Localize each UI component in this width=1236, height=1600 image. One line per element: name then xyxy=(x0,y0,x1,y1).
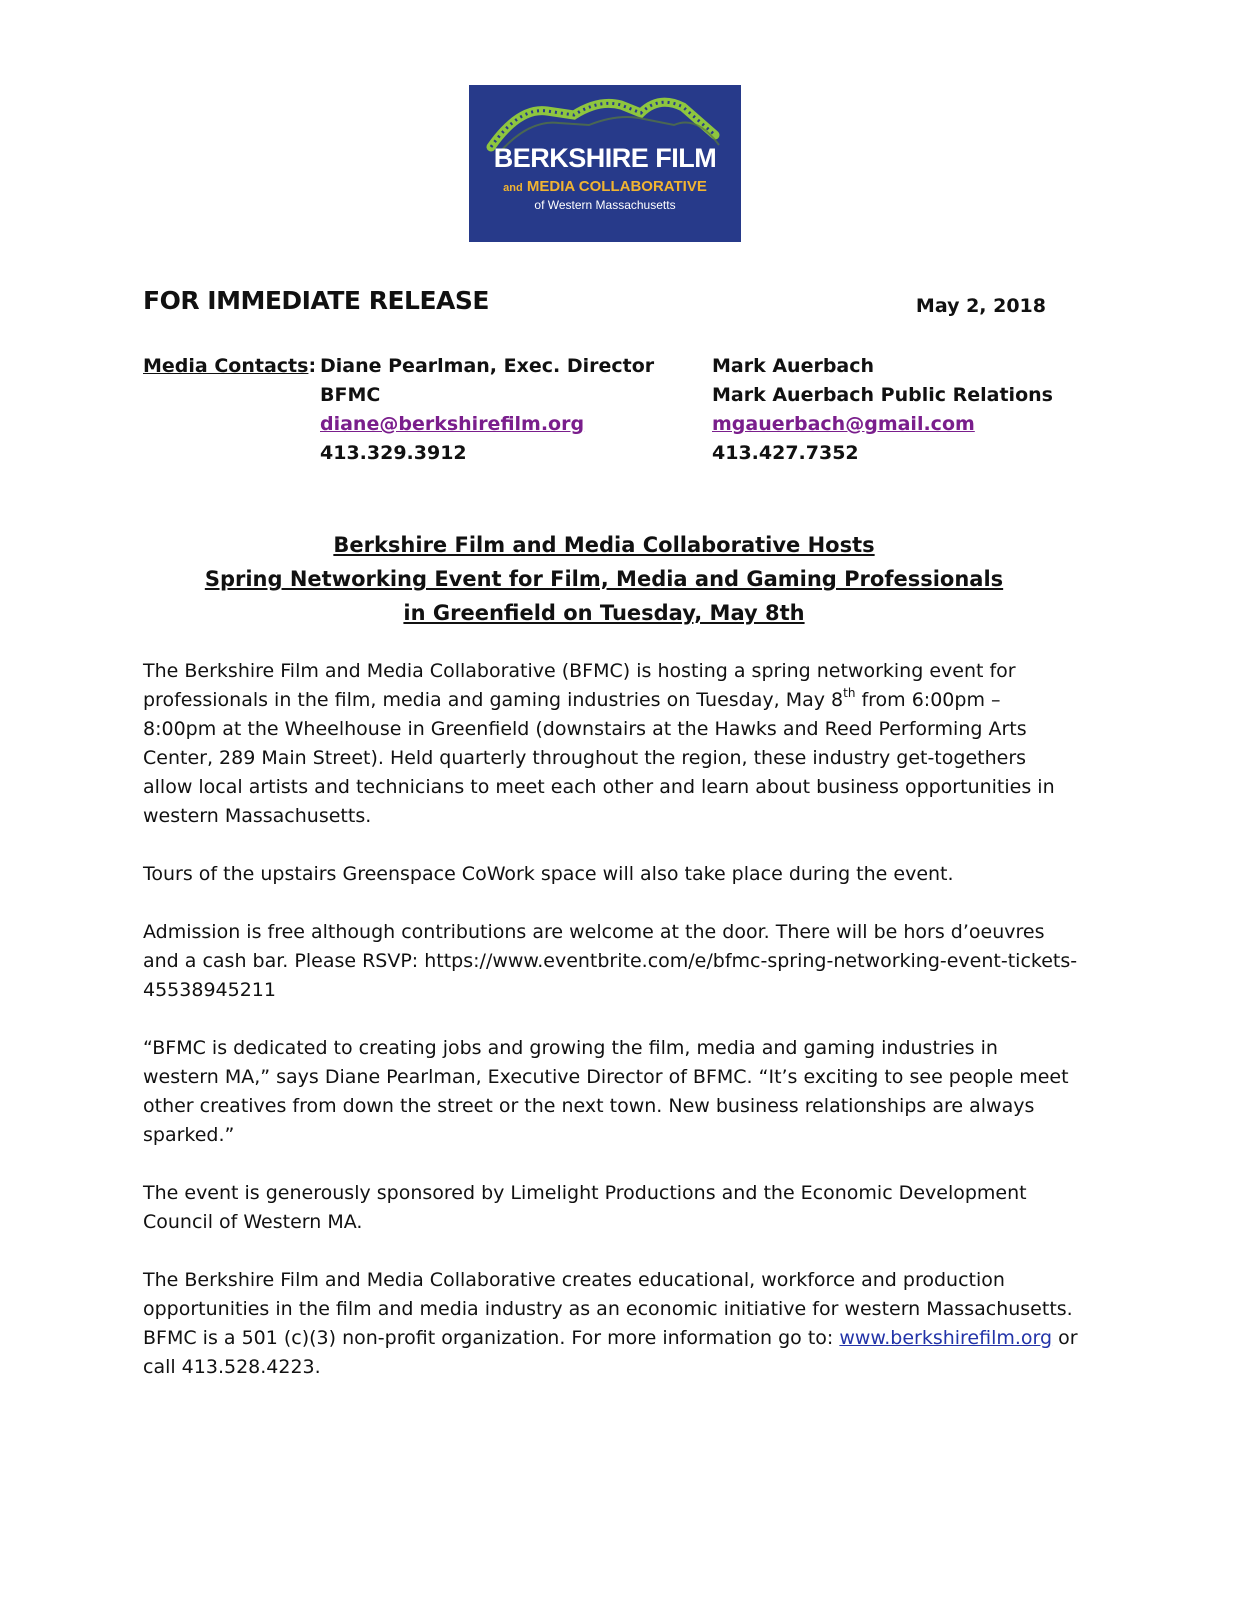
paragraph-admission: Admission is free although contributions are welcome at the door. There will be hors d’oeuvres and a cash bar. Please RSVP: https://www.eventbrite.com/e/bfmc-spring-networking-event-tickets-45538945211 xyxy=(143,921,1078,1001)
paragraph-sponsors: The event is generously sponsored by Limelight Productions and the Economic Development Council of Western MA. xyxy=(143,1182,1027,1233)
headline-line-2: Spring Networking Event for Film, Media and Gaming Professionals xyxy=(204,567,1004,591)
contact-2-org: Mark Auerbach Public Relations xyxy=(712,384,1053,406)
contact-1-phone: 413.329.3912 xyxy=(320,442,467,464)
bfmc-logo xyxy=(469,85,741,242)
logo-line-2 xyxy=(469,178,741,195)
contact-1-email-link[interactable]: diane@berkshirefilm.org xyxy=(320,413,585,435)
headline-line-1: Berkshire Film and Media Collaborative Hosts xyxy=(333,533,875,557)
headline-line-3: in Greenfield on Tuesday, May 8th xyxy=(403,601,805,625)
paragraph-about: The Berkshire Film and Media Collaborative creates educational, workforce and production opportunities in the film and media industry as an economic initiative for western Massachusetts. BFMC is a 501 (c)(3) non-profit organization. For more information go to: www.berkshirefilm.org or call 413.528.4223. xyxy=(143,1269,1078,1378)
contact-1 xyxy=(320,352,654,468)
contact-1-org: BFMC xyxy=(320,384,381,406)
contact-2-name: Mark Auerbach xyxy=(712,355,875,377)
press-release-body xyxy=(143,657,1078,1411)
release-date: May 2, 2018 xyxy=(915,295,1046,317)
headline xyxy=(143,528,1065,630)
logo-line-1: BERKSHIRE FILM xyxy=(493,143,717,173)
paragraph-tours: Tours of the upstairs Greenspace CoWork space will also take place during the event. xyxy=(143,863,954,885)
paragraph-quote: “BFMC is dedicated to creating jobs and growing the film, media and gaming industries in western MA,” says Diane Pearlman, Executive Director of BFMC. “It’s exciting to see people meet other creatives from down the street or the next town. New business relationships are always sparked.” xyxy=(143,1037,1069,1146)
contact-2-email-link[interactable]: mgauerbach@gmail.com xyxy=(712,413,975,435)
contact-2 xyxy=(712,352,1053,468)
logo-line-2-main: MEDIA COLLABORATIVE xyxy=(526,178,707,195)
release-title: FOR IMMEDIATE RELEASE xyxy=(143,286,489,315)
logo-line-3: of Western Massachusetts xyxy=(534,198,676,212)
contact-2-phone: 413.427.7352 xyxy=(712,442,859,464)
website-link[interactable]: www.berkshirefilm.org xyxy=(839,1327,1053,1349)
contact-1-name: Diane Pearlman, Exec. Director xyxy=(320,355,655,377)
paragraph-event-intro: The Berkshire Film and Media Collaborative (BFMC) is hosting a spring networking event for professionals in the film, media and gaming industries on Tuesday, May 8th from 6:00pm – 8:00pm at the Wheelhouse in Greenfield (downstairs at the Hawks and Reed Performing Arts Center, 289 Main Street). Held quarterly throughout the region, these industry get-togethers allow local artists and technicians to meet each other and learn about business opportunities in western Massachusetts. xyxy=(143,660,1055,827)
media-contacts-label: Media Contacts: xyxy=(143,355,317,377)
logo-line-2-small: and xyxy=(503,182,523,194)
